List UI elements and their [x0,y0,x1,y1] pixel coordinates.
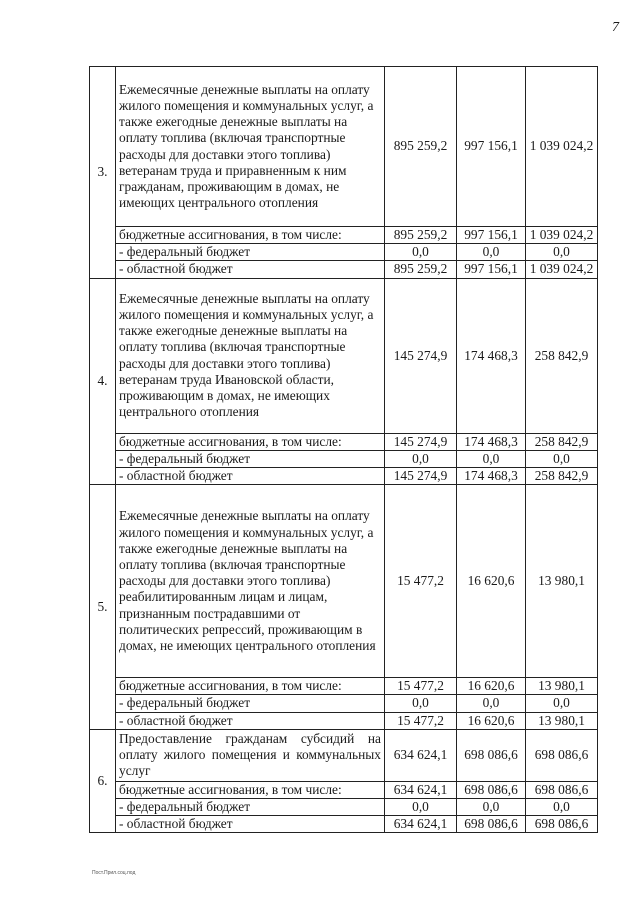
budget-table [89,66,598,833]
document-footer: Пост.Прил.соц.под [92,870,136,876]
budget-label: - областной бюджет [116,468,385,485]
budget-label: бюджетные ассигнования, в том числе: [116,433,385,450]
budget-label: - федеральный бюджет [116,244,385,261]
value-cell: 0,0 [457,695,526,712]
measure-description: Предоставление гражданам субсидий на оплату жилого помещения и коммунальных услуг [116,729,385,781]
budget-label: - федеральный бюджет [116,695,385,712]
value-cell: 258 842,9 [526,433,598,450]
table-row [90,678,598,695]
table-row [90,816,598,833]
budget-label: - федеральный бюджет [116,799,385,816]
value-cell: 895 259,2 [385,67,457,227]
budget-label: бюджетные ассигнования, в том числе: [116,781,385,798]
budget-label: - областной бюджет [116,261,385,278]
value-cell: 0,0 [385,799,457,816]
table-row [90,278,598,433]
row-number: 4. [90,278,116,485]
budget-label: бюджетные ассигнования, в том числе: [116,678,385,695]
table-row [90,781,598,798]
table-row [90,450,598,467]
measure-description: Ежемесячные денежные выплаты на оплату жилого помещения и коммунальных услуг, а также ежегодные денежные выплаты на оплату топлива (включая транспортные расходы для доставки этого топлива) ветеранам труда и приравненным к ним гражданам, проживающим в домах, не имеющих центрального отопления [116,67,385,227]
value-cell: 0,0 [385,244,457,261]
value-cell: 15 477,2 [385,712,457,729]
budget-label: - областной бюджет [116,712,385,729]
value-cell: 634 624,1 [385,816,457,833]
value-cell: 1 039 024,2 [526,227,598,244]
value-cell: 13 980,1 [526,712,598,729]
budget-label: - федеральный бюджет [116,450,385,467]
table-row [90,729,598,781]
value-cell: 997 156,1 [457,227,526,244]
value-cell: 174 468,3 [457,433,526,450]
row-number: 6. [90,729,116,833]
value-cell: 0,0 [457,450,526,467]
measure-description: Ежемесячные денежные выплаты на оплату жилого помещения и коммунальных услуг, а также ежегодные денежные выплаты на оплату топлива (включая транспортные расходы для доставки этого топлива) реабилитированным лицам и лицам, признанным пострадавшими от политических репрессий, проживающим в домах, не имеющих центрального отопления [116,485,385,678]
value-cell: 145 274,9 [385,468,457,485]
table-row [90,712,598,729]
value-cell: 698 086,6 [457,816,526,833]
value-cell: 145 274,9 [385,278,457,433]
value-cell: 0,0 [457,244,526,261]
value-cell: 0,0 [385,695,457,712]
value-cell: 145 274,9 [385,433,457,450]
row-number: 3. [90,67,116,279]
value-cell: 0,0 [526,450,598,467]
table-row [90,67,598,227]
table-row [90,244,598,261]
value-cell: 15 477,2 [385,678,457,695]
value-cell: 0,0 [526,799,598,816]
value-cell: 174 468,3 [457,278,526,433]
value-cell: 634 624,1 [385,781,457,798]
table-row [90,261,598,278]
value-cell: 16 620,6 [457,712,526,729]
value-cell: 997 156,1 [457,261,526,278]
value-cell: 895 259,2 [385,261,457,278]
value-cell: 997 156,1 [457,67,526,227]
value-cell: 698 086,6 [526,816,598,833]
value-cell: 258 842,9 [526,468,598,485]
value-cell: 16 620,6 [457,678,526,695]
value-cell: 0,0 [385,450,457,467]
row-number: 5. [90,485,116,730]
value-cell: 258 842,9 [526,278,598,433]
value-cell: 0,0 [457,799,526,816]
value-cell: 634 624,1 [385,729,457,781]
value-cell: 698 086,6 [526,781,598,798]
value-cell: 698 086,6 [457,729,526,781]
value-cell: 174 468,3 [457,468,526,485]
table-row [90,799,598,816]
value-cell: 0,0 [526,244,598,261]
budget-label: - областной бюджет [116,816,385,833]
table-row [90,695,598,712]
value-cell: 0,0 [526,695,598,712]
value-cell: 16 620,6 [457,485,526,678]
table-row [90,468,598,485]
measure-description: Ежемесячные денежные выплаты на оплату жилого помещения и коммунальных услуг, а также ежегодные денежные выплаты на оплату топлива (включая транспортные расходы для доставки этого топлива) ветеранам труда Ивановской области, проживающим в домах, не имеющих центрального отопления [116,278,385,433]
table-row [90,433,598,450]
value-cell: 698 086,6 [457,781,526,798]
value-cell: 15 477,2 [385,485,457,678]
value-cell: 13 980,1 [526,485,598,678]
value-cell: 895 259,2 [385,227,457,244]
budget-label: бюджетные ассигнования, в том числе: [116,227,385,244]
value-cell: 698 086,6 [526,729,598,781]
table-row [90,485,598,678]
value-cell: 13 980,1 [526,678,598,695]
table-row [90,227,598,244]
value-cell: 1 039 024,2 [526,67,598,227]
page-number: 7 [612,20,619,35]
value-cell: 1 039 024,2 [526,261,598,278]
